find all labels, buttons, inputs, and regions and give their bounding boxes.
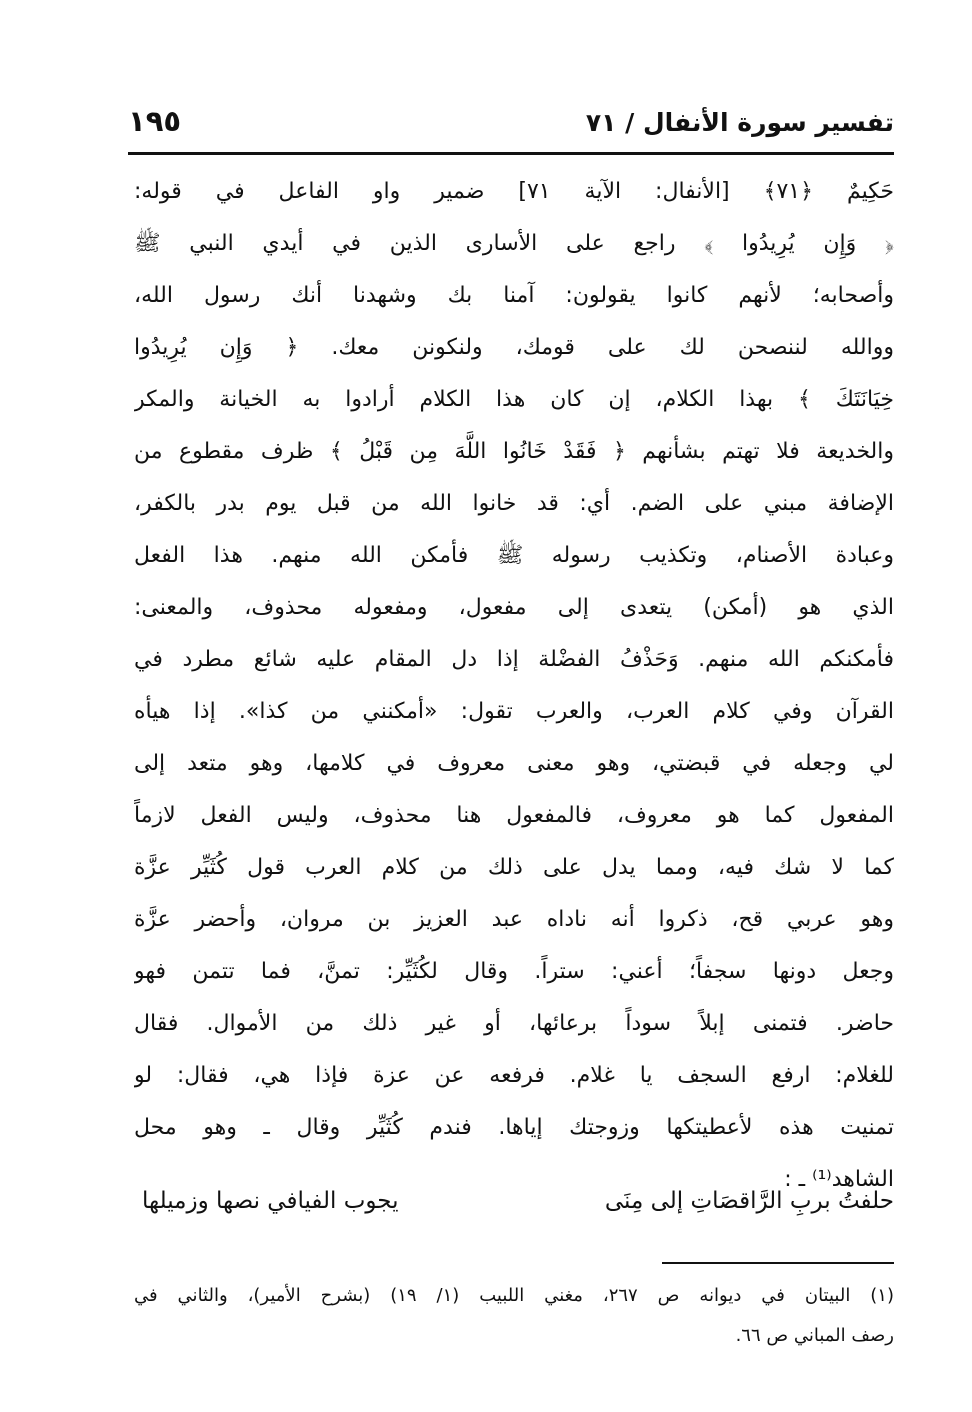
verse-first-hemistich: حلفتُ بربِ الرَّاقصَاتِ إلى مِنَى [604, 1188, 894, 1214]
body-line: وأصحابه؛ لأنهم كانوا يقولون: آمنا بك وشهدنا أنك رسول الله، [134, 283, 894, 308]
page-header [128, 100, 894, 152]
footnote-line: (١) البيتان في ديوانه ص ٢٦٧، مغني اللبيب (١/ ١٩) (بشرح الأمير)، والثاني في [134, 1285, 894, 1306]
poetry-verse [134, 1180, 894, 1240]
body-line: المفعول كما هو معروف، فالمفعول هنا محذوف، وليس الفعل لازماً [134, 803, 894, 828]
body-line: والخديعة فلا تهتم بشأنهم ﴿ فَقَدْ خَانُوا اللَّهَ مِن قَبْلُ ﴾ ظرف مقطوع من [134, 439, 894, 464]
body-line: ووالله لننصحن لك على قومك، ولنكونن معك. ﴿ وَإِن يُرِيدُوا [134, 335, 894, 360]
body-line: حاضر. فتمنى إبلاً سوداً برعائها، أو غير ذلك من الأموال. فقال [134, 1011, 894, 1036]
body-line: حَكِيمٌ ﴿٧١﴾ [الأنفال: الآية ٧١] ضمير واو الفاعل في قوله: [134, 179, 894, 204]
body-text [134, 166, 894, 1206]
body-line: الإضافة مبني على الضم. أي: قد خانوا الله من قبل يوم بدر بالكفر، [134, 491, 894, 516]
footnote-line: رصف المباني ص ٦٦. [735, 1325, 894, 1346]
body-line: الشاهد⁽¹⁾ ـ : [784, 1167, 894, 1192]
body-line: تمنيت هذه لأعطيتكها وزوجتك إياها. فندم كُثَيِّر وقال ـ وهو محل [134, 1115, 894, 1140]
body-line: لي وجعله في قبضتي، وهو معنى معروف في كلامها، وهو متعد إلى [134, 751, 894, 776]
body-line: ﴿ وَإِن يُرِيدُوا ﴾ راجع على الأسارى الذين في أيدي النبي ﷺ [134, 231, 894, 256]
footnote-rule [662, 1262, 894, 1264]
body-line: كما لا شك فيه، ومما يدل على ذلك من كلام العرب قول كُثَيِّر عزَّة [134, 855, 894, 880]
body-line: فأمكنكم الله منهم. وَحَذْفُ الفضْلة إذا دل المقام عليه شائع مطرد في [134, 647, 894, 672]
body-line: وعبادة الأصنام، وتكذيب رسوله ﷺ فأمكن الله منهم. هذا الفعل [134, 543, 894, 568]
body-line: الذي هو (أمكن) يتعدى إلى مفعول، ومفعوله محذوف، والمعنى: [134, 595, 894, 620]
body-line: خِيَانَتَكَ ﴾ بهذا الكلام، إن كان هذا الكلام أرادوا به الخيانة والمكر [134, 387, 894, 412]
header-rule [128, 152, 894, 155]
body-line: وهو عربي قح، ذكروا أنه ناداه عبد العزيز بن مروان، وأحضر عزَّة [134, 907, 894, 932]
body-line: وجعل دونها سجفاً؛ أعني: ستراً. وقال لكُثَيِّر: تمنَّ، فما تتمن فهو [134, 959, 894, 984]
running-title: تفسير سورة الأنفال / ٧١ [585, 108, 894, 137]
verse-second-hemistich: يجوب الفيافي نصها وزميلها [142, 1188, 399, 1214]
body-line: القرآن وفي كلام العرب، والعرب تقول: «أمكنني من كذا». إذا هيأه [134, 699, 894, 724]
footnotes [134, 1276, 894, 1356]
page-number: ١٩٥ [128, 104, 182, 138]
body-line: للغلام: ارفع السجف يا غلام. فرفعه عن عزة فإذا هي، فقال: لو [134, 1063, 894, 1088]
